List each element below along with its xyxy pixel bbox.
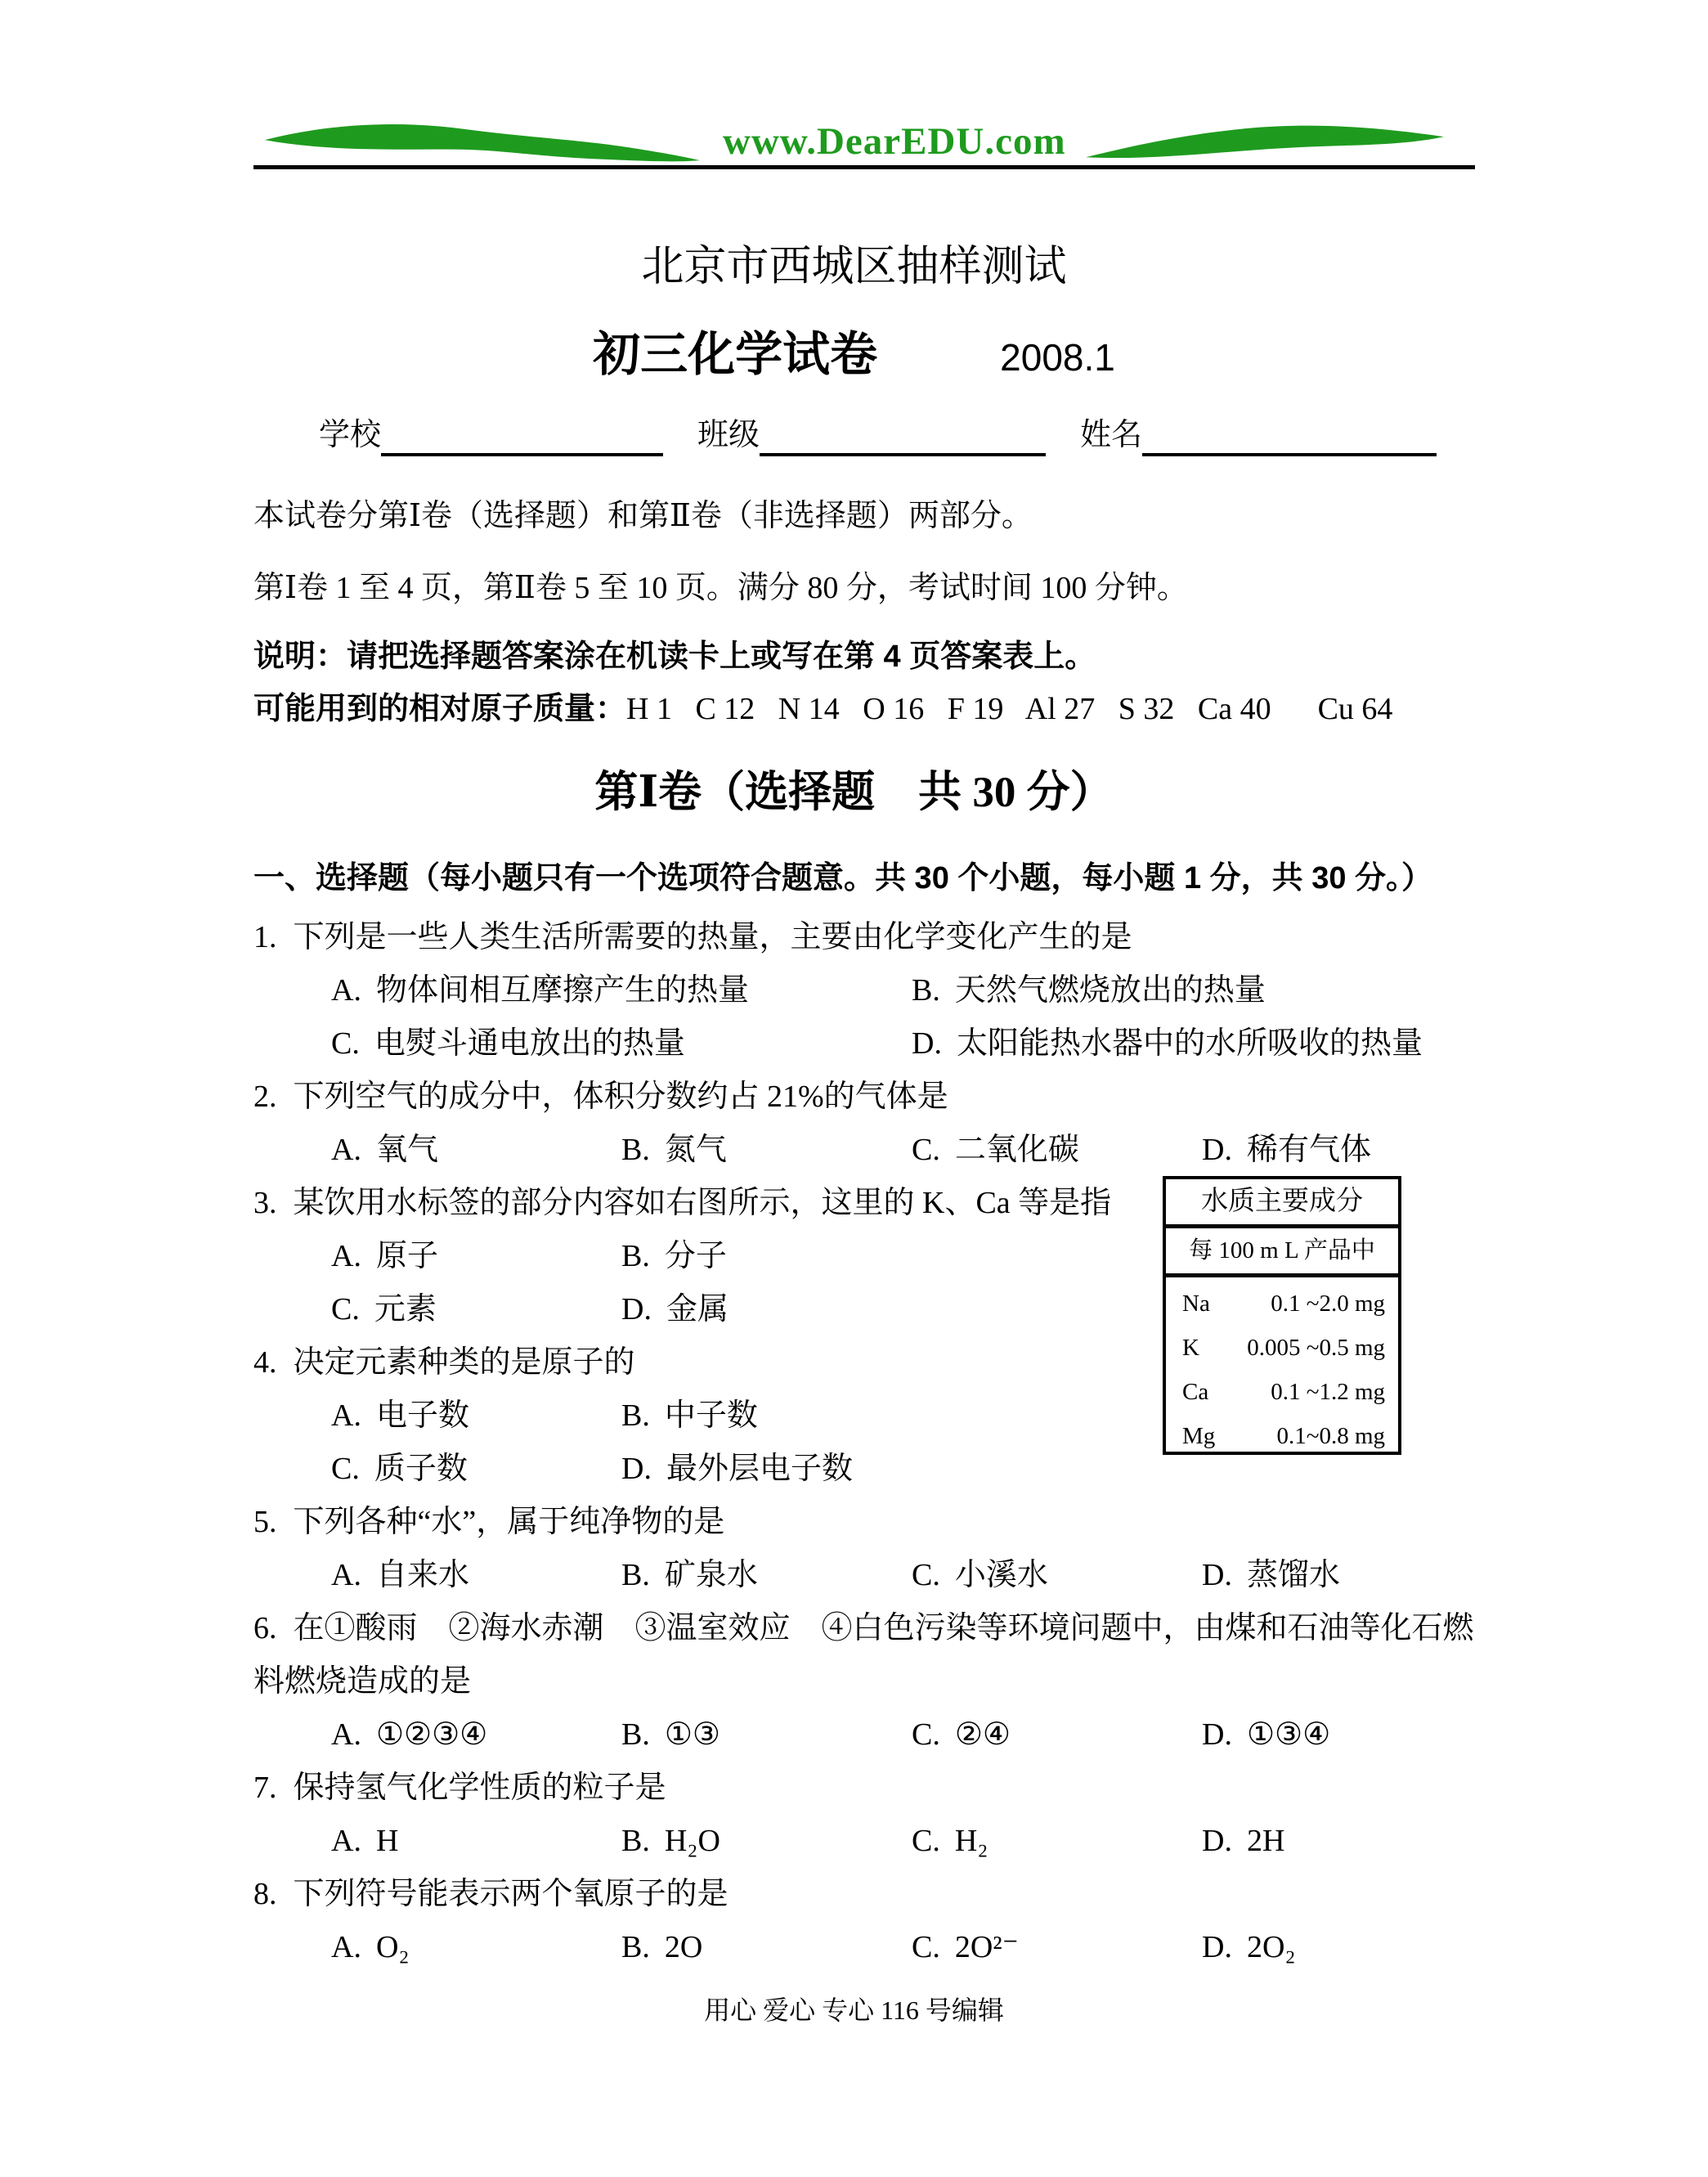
table-row-k: [1182, 1326, 1385, 1370]
option-label: B.: [621, 1929, 650, 1964]
option-label: B.: [621, 1557, 650, 1592]
option-label: D.: [1202, 1717, 1232, 1752]
question-1-text: [253, 911, 1475, 964]
question-5-options-row-1: [253, 1549, 1475, 1602]
option-label: C.: [912, 1929, 940, 1964]
question-number: 6.: [253, 1610, 277, 1645]
question-2-text: [253, 1071, 1475, 1124]
option-label: A.: [331, 1557, 361, 1592]
option-text: ①③: [664, 1717, 720, 1752]
option-b: [621, 1389, 758, 1443]
header-divider-line: [253, 165, 1475, 169]
option-b: [621, 1921, 912, 1974]
element-symbol: Ca: [1182, 1379, 1209, 1405]
element-range: 0.005 ~0.5 mg: [1247, 1335, 1385, 1361]
question-number: 2.: [253, 1079, 277, 1114]
question-stem: 下列空气的成分中，体积分数约占 21%的气体是: [293, 1079, 948, 1114]
element-symbol: Na: [1182, 1290, 1210, 1317]
water-label-title: 水质主要成分: [1166, 1179, 1398, 1228]
question-8-text: [253, 1868, 1475, 1921]
option-c: [331, 1283, 621, 1336]
class-field-label: 班级: [697, 418, 760, 453]
paper-title: 初三化学试卷: [593, 327, 878, 381]
school-field-label: 学校: [319, 418, 382, 453]
element-symbol: Mg: [1182, 1423, 1216, 1449]
option-text: H₂: [954, 1823, 988, 1858]
option-b: [621, 1815, 912, 1868]
school-blank-line: [381, 417, 663, 456]
paper-title-line: [0, 326, 1708, 384]
option-label: B.: [621, 1717, 650, 1752]
option-a: [331, 964, 912, 1017]
exam-board-title: 北京市西城区抽样测试: [641, 244, 1067, 290]
option-label: A.: [331, 1132, 361, 1167]
option-label: D.: [1202, 1823, 1232, 1858]
option-label: B.: [621, 1132, 650, 1167]
option-b: [621, 1124, 912, 1177]
element-range: 0.1~0.8 mg: [1276, 1423, 1385, 1449]
question-1-options-row-1: [253, 964, 1475, 1017]
option-c: [912, 1708, 1202, 1762]
question-stem: 下列是一些人类生活所需要的热量，主要由化学变化产生的是: [293, 919, 1132, 954]
option-text: 氮气: [664, 1132, 727, 1167]
option-text: ①③④: [1246, 1717, 1331, 1752]
option-text: 中子数: [664, 1398, 758, 1433]
water-quality-label-figure: [1163, 1176, 1401, 1455]
option-label: B.: [621, 1238, 650, 1273]
option-text: 蒸馏水: [1246, 1557, 1340, 1592]
atomic-masses-line: [253, 689, 1475, 729]
option-b: [912, 964, 1266, 1017]
question-stem: 决定元素种类的是原子的: [293, 1344, 635, 1380]
option-label: C.: [912, 1823, 940, 1858]
question-number: 3.: [253, 1185, 277, 1220]
option-b: [621, 1230, 727, 1283]
question-7-options-row-1: [253, 1815, 1475, 1868]
right-swoosh-icon: [1078, 119, 1454, 164]
question-number: 5.: [253, 1504, 277, 1539]
option-label: D.: [621, 1451, 652, 1486]
option-text: ②④: [954, 1717, 1011, 1752]
name-blank-line: [1142, 417, 1437, 456]
option-d: [1202, 1549, 1340, 1602]
paper-date: 2008.1: [1000, 335, 1115, 379]
option-label: A.: [331, 1717, 361, 1752]
option-c: [912, 1124, 1202, 1177]
option-c: [912, 1815, 1202, 1868]
option-label: B.: [621, 1398, 650, 1433]
option-text: H: [375, 1823, 399, 1858]
question-stem: 下列各种“水”，属于纯净物的是: [293, 1504, 725, 1539]
option-a: [331, 1389, 621, 1443]
question-2-options-row-1: [253, 1124, 1475, 1177]
option-label: B.: [912, 972, 940, 1008]
atomic-masses-values: H 1 C 12 N 14 O 16 F 19 Al 27 S 32 Ca 40 Cu 64: [626, 692, 1393, 727]
option-text: 质子数: [374, 1451, 468, 1486]
option-text: ①②③④: [375, 1717, 488, 1752]
option-c: [912, 1921, 1202, 1974]
option-text: 2H: [1246, 1823, 1285, 1858]
option-text: 最外层电子数: [666, 1451, 853, 1486]
option-c: [331, 1443, 621, 1496]
option-a: [331, 1230, 621, 1283]
question-7-text: [253, 1762, 1475, 1815]
option-b: [621, 1708, 912, 1762]
answer-instructions-note: 说明：请把选择题答案涂在机读卡上或写在第 4 页答案表上。: [253, 640, 1096, 675]
option-text: 矿泉水: [664, 1557, 758, 1592]
option-label: A.: [331, 1238, 361, 1273]
name-field-label: 姓名: [1080, 418, 1143, 453]
option-a: [331, 1708, 621, 1762]
option-b: [621, 1549, 912, 1602]
question-number: 1.: [253, 919, 277, 954]
element-range: 0.1 ~2.0 mg: [1271, 1290, 1385, 1317]
option-label: D.: [621, 1291, 652, 1326]
option-d: [912, 1017, 1423, 1071]
class-blank-line: [760, 417, 1046, 456]
option-label: A.: [331, 1398, 361, 1433]
table-row-na: [1182, 1282, 1385, 1326]
question-8-options-row-1: [253, 1921, 1475, 1974]
element-range: 0.1 ~1.2 mg: [1271, 1379, 1385, 1405]
part1-heading: 第Ⅰ卷（选择题 共 30 分）: [594, 769, 1114, 817]
option-text: 小溪水: [954, 1557, 1048, 1592]
option-label: A.: [331, 972, 361, 1008]
option-label: A.: [331, 1823, 361, 1858]
option-d: [621, 1283, 728, 1336]
page-footer-text: 用心 爱心 专心 116 号编辑: [704, 1995, 1004, 2025]
atomic-masses-label: 可能用到的相对原子质量：: [253, 692, 627, 727]
option-text: O₂: [375, 1929, 410, 1964]
question-6-text: [253, 1602, 1475, 1708]
element-symbol: K: [1182, 1335, 1199, 1361]
question-stem: 下列符号能表示两个氧原子的是: [293, 1876, 728, 1911]
option-label: C.: [912, 1717, 940, 1752]
table-row-ca: [1182, 1370, 1385, 1414]
question-number: 7.: [253, 1770, 277, 1805]
option-label: C.: [912, 1132, 940, 1167]
option-label: D.: [1202, 1132, 1232, 1167]
option-a: [331, 1815, 621, 1868]
question-number: 4.: [253, 1344, 277, 1380]
student-info-row: [253, 414, 1471, 456]
option-label: C.: [331, 1291, 360, 1326]
question-number: 8.: [253, 1876, 277, 1911]
table-row-mg: [1182, 1414, 1385, 1458]
option-text: H₂O: [664, 1823, 720, 1858]
option-label: D.: [912, 1026, 942, 1061]
option-label: D.: [1202, 1929, 1232, 1964]
water-label-subtitle: 每 100 m L 产品中: [1166, 1228, 1398, 1277]
option-text: 太阳能热水器中的水所吸收的热量: [956, 1026, 1423, 1061]
multiple-choice-instructions: 一、选择题（每小题只有一个选项符合题意。共 30 个小题，每小题 1 分，共 30 分。）: [253, 860, 1433, 895]
dearedu-logo: [253, 119, 1475, 164]
option-text: 2O²⁻: [954, 1929, 1019, 1964]
option-text: 电子数: [375, 1398, 469, 1433]
option-d: [1202, 1124, 1371, 1177]
option-text: 自来水: [375, 1557, 469, 1592]
water-label-rows: [1166, 1277, 1398, 1458]
option-text: 金属: [666, 1291, 728, 1326]
option-text: 氧气: [375, 1132, 438, 1167]
option-text: 原子: [375, 1238, 438, 1273]
option-d: [1202, 1921, 1296, 1974]
option-d: [1202, 1708, 1330, 1762]
option-text: 2O: [664, 1929, 703, 1964]
option-label: C.: [331, 1451, 360, 1486]
option-label: B.: [621, 1823, 650, 1858]
option-a: [331, 1124, 621, 1177]
option-label: C.: [331, 1026, 360, 1061]
option-label: D.: [1202, 1557, 1232, 1592]
left-swoosh-icon: [253, 119, 711, 164]
paper-pages-note: 第Ⅰ卷 1 至 4 页，第Ⅱ卷 5 至 10 页。满分 80 分，考试时间 100 分钟。: [253, 571, 1188, 606]
option-c: [331, 1017, 912, 1071]
question-stem: 保持氢气化学性质的粒子是: [293, 1770, 666, 1805]
option-d: [621, 1443, 853, 1496]
option-a: [331, 1921, 621, 1974]
option-text: 分子: [664, 1238, 727, 1273]
question-1-options-row-2: [253, 1017, 1475, 1071]
option-label: A.: [331, 1929, 361, 1964]
question-stem: 某饮用水标签的部分内容如右图所示，这里的 K、Ca 等是指: [293, 1185, 1112, 1220]
option-text: 电熨斗通电放出的热量: [374, 1026, 685, 1061]
option-c: [912, 1549, 1202, 1602]
option-text: 元素: [374, 1291, 437, 1326]
question-stem: 在①酸雨 ②海水赤潮 ③温室效应 ④白色污染等环境问题中，由煤和石油等化石燃料燃烧造成的是: [253, 1610, 1474, 1699]
option-a: [331, 1549, 621, 1602]
question-5-text: [253, 1496, 1475, 1549]
paper-structure-note: 本试卷分第Ⅰ卷（选择题）和第Ⅱ卷（非选择题）两部分。: [253, 499, 1033, 534]
question-6-options-row-1: [253, 1708, 1475, 1762]
option-label: C.: [912, 1557, 940, 1592]
option-text: 物体间相互摩擦产生的热量: [375, 972, 749, 1008]
option-d: [1202, 1815, 1284, 1868]
dearedu-url-text: www.DearEDU.com: [723, 120, 1066, 163]
option-text: 稀有气体: [1246, 1132, 1371, 1167]
option-text: 2O₂: [1246, 1929, 1296, 1964]
option-text: 二氧化碳: [954, 1132, 1079, 1167]
option-text: 天然气燃烧放出的热量: [954, 972, 1266, 1008]
